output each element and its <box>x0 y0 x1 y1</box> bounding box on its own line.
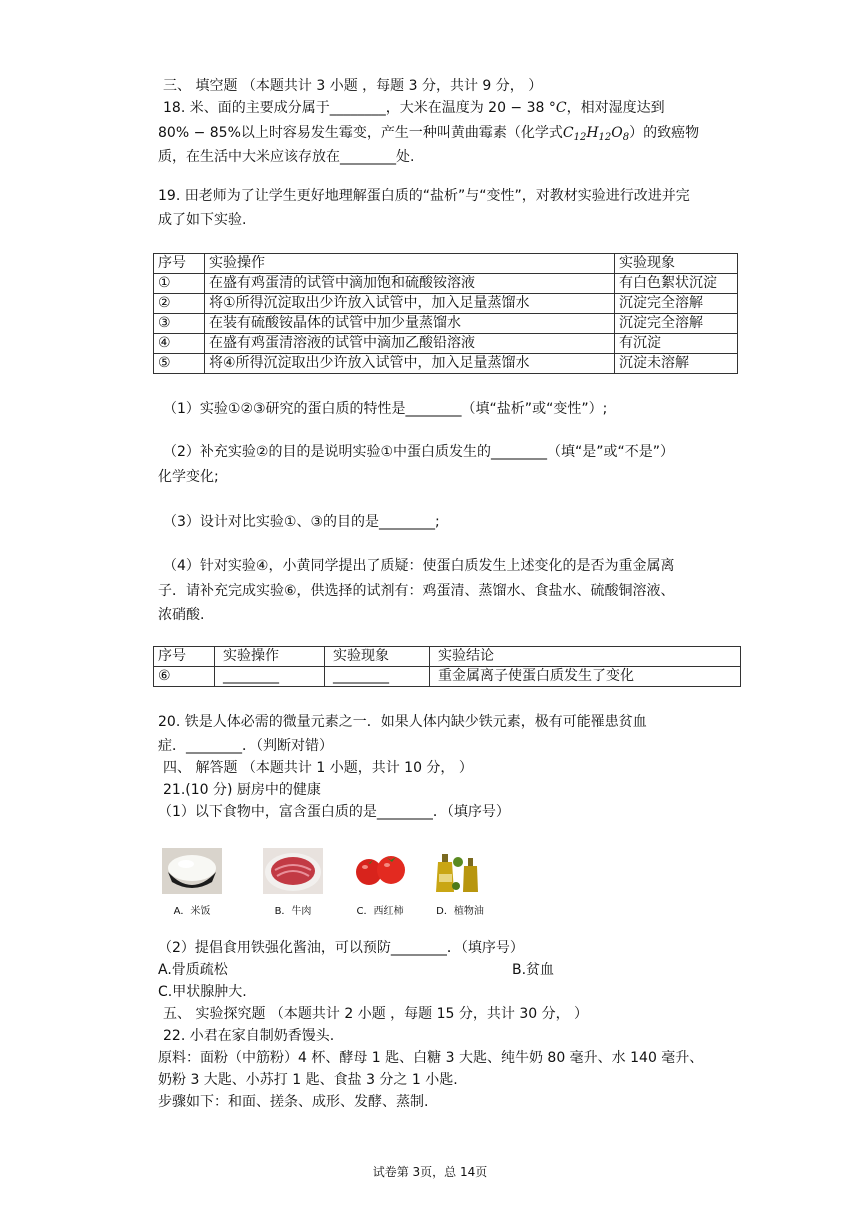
table-cell: 在盛有鸡蛋清的试管中滴加饱和硫酸铵溶液 <box>205 274 615 294</box>
q18-lines-2-3 <box>158 122 748 168</box>
table-cell: 沉淀完全溶解 <box>615 294 738 314</box>
table-row <box>154 294 738 314</box>
table-row <box>154 314 738 334</box>
section-5-title: 五、 实验探究题 （本题共计 2 小题 ，每题 15 分，共计 30 分， ） <box>163 1006 589 1022</box>
table-header: 实验操作 <box>205 254 615 274</box>
page-footer: 试卷第 3页，总 14页 <box>372 1165 488 1179</box>
q22-title: 22. 小君在家自制奶香馒头. <box>163 1028 335 1044</box>
table-cell: 在盛有鸡蛋清溶液的试管中滴加乙酸铅溶液 <box>205 334 615 354</box>
q19-part-3: （3）设计对比实验①、③的目的是________; <box>163 514 440 530</box>
food-caption: C．西红柿 <box>356 906 404 917</box>
question-22: 原料：面粉（中筋粉）4 杯、酵母 1 匙、白糖 3 大匙、纯牛奶 80 毫升、水 140 毫升、 奶粉 3 大匙、小苏打 1 匙、食盐 3 分之 1 小匙. 步骤如下：和面、搓条、成形、发酵、蒸制. <box>158 1050 704 1110</box>
table-cell: 重金属离子使蛋白质发生了变化 <box>430 667 741 687</box>
table-cell: ③ <box>154 314 205 334</box>
food-caption: D．植物油 <box>436 906 484 917</box>
section-4-title: 四、 解答题 （本题共计 1 小题，共计 10 分， ） <box>163 760 473 776</box>
question-19-stem: 19. 田老师为了让学生更好地理解蛋白质的“盐析”与“变性”，对教材实验进行改进并完 成了如下实验. <box>158 188 690 228</box>
table-header: 实验结论 <box>430 647 741 667</box>
q18-line-2: 80% − 85%以上时容易发生霉变，产生一种叫黄曲霉素（化学式$C_{12}H_{12}O_8$）的致癌物 <box>158 125 700 143</box>
table-cell: 将④所得沉淀取出少许放入试管中，加入足量蒸馏水 <box>205 354 615 374</box>
table-header: 实验操作 <box>215 647 325 667</box>
table-cell: ② <box>154 294 205 314</box>
section-3-title: 三、 填空题 （本题共计 3 小题 ，每题 3 分，共计 9 分， ） <box>163 78 543 94</box>
q19-part-1: （1）实验①②③研究的蛋白质的特性是________（填“盐析”或“变性”）; <box>163 401 608 417</box>
table-row <box>154 274 738 294</box>
temperature-unit: °C <box>548 100 567 116</box>
chemical-formula: $C_{12}H_{12}O_8$ <box>562 125 630 143</box>
q19-part-2: （2）补充实验②的目的是说明实验①中蛋白质发生的________（填“是”或“不是”） <box>163 444 675 460</box>
answer-blank: ________ <box>325 667 430 687</box>
table-cell: 有沉淀 <box>615 334 738 354</box>
table-cell: 将①所得沉淀取出少许放入试管中，加入足量蒸馏水 <box>205 294 615 314</box>
experiment-table-2 <box>153 646 741 687</box>
food-caption: B．牛肉 <box>274 906 312 917</box>
q21-option-c: C.甲状腺肿大. <box>158 984 247 1000</box>
table-header: 序号 <box>154 647 215 667</box>
table-cell: ⑤ <box>154 354 205 374</box>
q21-part-2: （2）提倡食用铁强化酱油，可以预防________．（填序号） <box>158 940 524 956</box>
table-cell: 在装有硫酸铵晶体的试管中加少量蒸馏水 <box>205 314 615 334</box>
table-cell: 沉淀未溶解 <box>615 354 738 374</box>
q21-part-1: （1）以下食物中，富含蛋白质的是________．（填序号） <box>158 804 510 820</box>
question-20: 20. 铁是人体必需的微量元素之一．如果人体内缺少铁元素，极有可能罹患贫血 症．________．（判断对错） <box>158 714 647 754</box>
tomato-icon <box>350 848 410 894</box>
food-oil <box>430 848 490 917</box>
table-header: 实验现象 <box>325 647 430 667</box>
q19-part-4-cont: 子．请补充完成实验⑥，供选择的试剂有：鸡蛋清、蒸馏水、食盐水、硫酸铜溶液、 浓硝酸. <box>158 583 675 623</box>
food-tomato <box>350 848 410 917</box>
table-header: 实验现象 <box>615 254 738 274</box>
beef-icon <box>263 848 323 894</box>
table-header-row <box>154 647 741 667</box>
table-row <box>154 667 741 687</box>
table-row <box>154 334 738 354</box>
table-cell: ④ <box>154 334 205 354</box>
table-cell: 有白色絮状沉淀 <box>615 274 738 294</box>
q18-line-1: 18. 米、面的主要成分属于________，大米在温度为 20 − 38 °C，相对湿度达到 <box>163 100 665 116</box>
table-header: 序号 <box>154 254 205 274</box>
q19-part-4: （4）针对实验④，小黄同学提出了质疑：使蛋白质发生上述变化的是否为重金属离 <box>163 558 675 574</box>
experiment-table-1 <box>153 253 738 374</box>
table-cell: 沉淀完全溶解 <box>615 314 738 334</box>
answer-blank: ________ <box>215 667 325 687</box>
q21-option-b: B.贫血 <box>512 962 555 978</box>
food-rice <box>162 848 222 917</box>
table-cell: ⑥ <box>154 667 215 687</box>
table-row <box>154 354 738 374</box>
q19-part-2-cont: 化学变化; <box>158 469 219 485</box>
question-18 <box>163 97 753 119</box>
food-caption: A．米饭 <box>173 906 211 917</box>
q21-option-a: A.骨质疏松 <box>158 962 228 978</box>
rice-bowl-icon <box>162 848 222 894</box>
food-beef <box>263 848 323 917</box>
table-header-row <box>154 254 738 274</box>
q18-line-3: 质，在生活中大米应该存放在________处. <box>158 149 415 165</box>
table-cell: ① <box>154 274 205 294</box>
q21-title: 21.(10 分) 厨房中的健康 <box>163 782 321 798</box>
oil-bottles-icon <box>430 848 490 894</box>
